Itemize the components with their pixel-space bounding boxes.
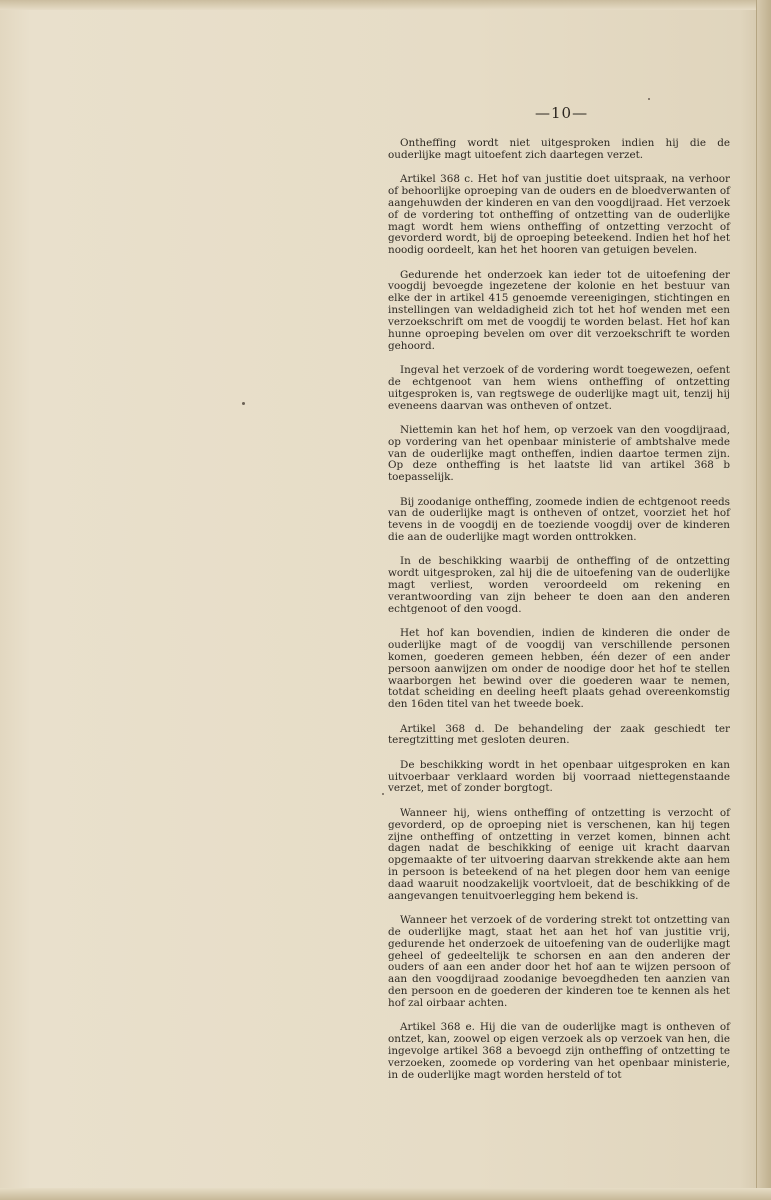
paragraph: De beschikking wordt in het openbaar uitgesproken en kan uitvoerbaar verklaard worden bij voorraad niettegenstaande verzet, met of zonder borgtogt. xyxy=(388,758,730,795)
paper-speck xyxy=(648,98,650,100)
paper-speck xyxy=(382,793,384,795)
page-edge-right xyxy=(756,0,771,1200)
page-edge-bottom xyxy=(0,1188,771,1200)
paragraph: Niettemin kan het hof hem, op verzoek van den voogdijraad, op vordering van het openbaar ministerie of ambtshalve mede van de ouderlijke magt ontheffen, indien daartoe termen zijn. Op deze ontheffing is het laatste lid van artikel 368 b toepasselijk. xyxy=(388,423,730,484)
page-edge-top xyxy=(0,0,771,10)
paragraph: Artikel 368 e. Hij die van de ouderlijke magt is ontheven of ontzet, kan, zoowel op eigen verzoek als op verzoek van hen, die ingevolge artikel 368 a bevoegd zijn ontheffing of ontzetting te verzoeken, zoomede op vordering van het openbaar ministerie, in de ouderlijke magt worden hersteld of tot xyxy=(388,1021,730,1081)
paper-speck xyxy=(242,402,245,405)
paragraph: Ontheffing wordt niet uitgesproken indien hij die de ouderlijke magt uitoefent zich daartegen verzet. xyxy=(388,137,730,161)
paragraph: Wanneer hij, wiens ontheffing of ontzetting is verzocht of gevorderd, op de oproeping niet is verschenen, kan hij tegen zijne ontheffing of ontzetting in verzet komen, binnen acht dagen nadat de beschikking of eenige uit kracht daarvan opgemaakte of ter uitvoering daarvan strekkende akte aan hem in persoon is beteekend of na het plegen door hem van eenige daad waaruit noodzakelijk voortvloeit, dat de beschikking of de aangevangen tenuitvoerlegging hem bekend is. xyxy=(388,806,730,902)
paragraph: Artikel 368 d. De behandeling der zaak geschiedt ter teregtzitting met gesloten deuren. xyxy=(388,722,730,747)
paragraph: Artikel 368 c. Het hof van justitie doet uitspraak, na verhoor of behoorlijke oproeping van de ouders en de bloedverwanten of aangehuwden der kinderen en van den voogdijraad. Het verzoek of de vordering tot ontheffing of ontzetting van de ouderlijke magt wordt hem wiens ontheffing of ontzetting verzocht of gevorderd wordt, bij de oproeping beteekend. Indien het hof het noodig oordeelt, kan het het hooren van getuigen bevelen. xyxy=(388,173,730,257)
paragraph: Wanneer het verzoek of de vordering strekt tot ontzetting van de ouderlijke magt, staat het aan het hof van justitie vrij, gedurende het onderzoek de uitoefening van de ouderlijke magt geheel of gedeeltelijk te schorsen en aan den anderen der ouders of aan een ander door het hof aan te wijzen persoon of aan den voogdijraad zoodanige bevoegdheden ten aanzien van den persoon en de goederen der kinderen toe te kennen als het hof zal oirbaar achten. xyxy=(388,914,730,1009)
text-column xyxy=(388,138,730,1082)
paragraph: Bij zoodanige ontheffing, zoomede indien de echtgenoot reeds van de ouderlijke magt is ontheven of ontzet, voorziet het hof tevens in de voogdij en de toeziende voogdij over de kinderen die aan de ouderlijke magt worden onttrokken. xyxy=(388,495,730,544)
paragraph: Gedurende het onderzoek kan ieder tot de uitoefening der voogdij bevoegde ingezetene der kolonie en het bestuur van elke der in artikel 415 genoemde vereenigingen, stichtingen en instellingen van weldadigheid zich tot het hof wenden met een verzoekschrift om met de voogdij te worden belast. Het hof kan hunne oproeping bevelen om over dit verzoekschrift te worden gehoord. xyxy=(388,268,730,352)
paragraph: In de beschikking waarbij de ontheffing of de ontzetting wordt uitgesproken, zal hij die de uitoefening van de ouderlijke magt verliest, worden veroordeeld om rekening en verantwoording van zijn beheer te doen aan den anderen echtgenoot of den voogd. xyxy=(388,555,730,615)
paragraph: Ingeval het verzoek of de vordering wordt toegewezen, oefent de echtgenoot van hem wiens ontheffing of ontzetting uitgesproken is, van regtswege de ouderlijke magt uit, tenzij hij eveneens daarvan was ontheven of ontzet. xyxy=(388,364,730,412)
page-number: —10— xyxy=(535,104,589,122)
paragraph: Het hof kan bovendien, indien de kinderen die onder de ouderlijke magt of de voogdij van verschillende personen komen, goederen gemeen hebben, één dezer of een ander persoon aanwijzen om onder de noodige door het hof te stellen waarborgen het bewind over die goederen waar te nemen, totdat scheiding en deeling heeft plaats gehad overeenkomstig den 16den titel van het tweede boek. xyxy=(388,627,730,711)
